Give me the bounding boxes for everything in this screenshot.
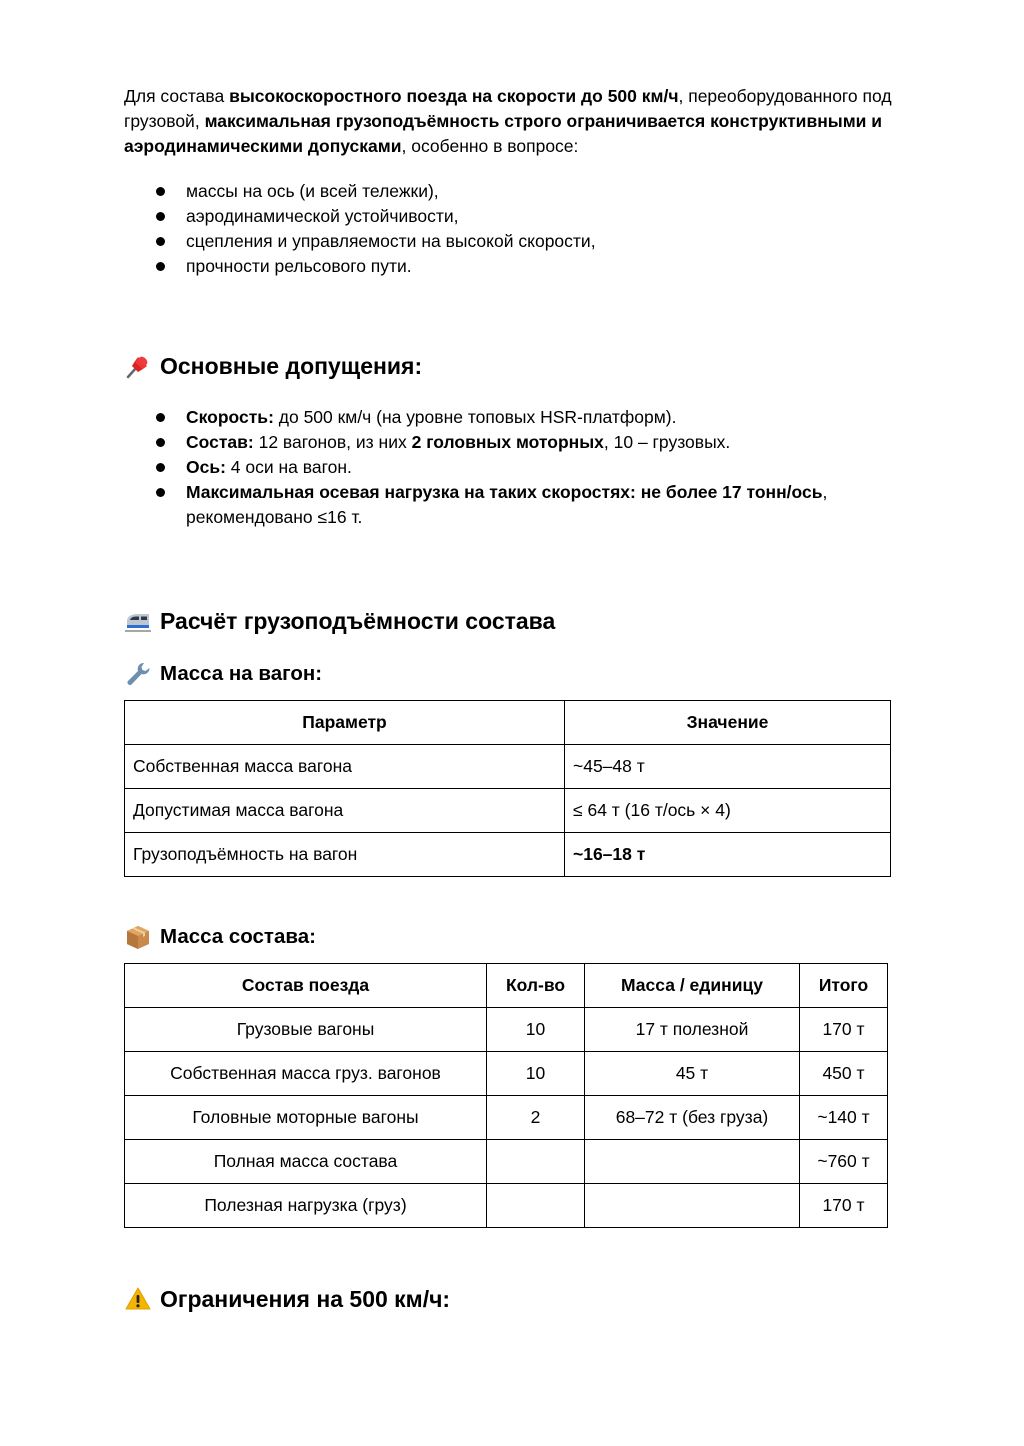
list-item — [124, 405, 914, 430]
section-title: Основные допущения: — [160, 353, 423, 379]
list-item-text: прочности рельсового пути. — [186, 256, 412, 276]
list-item — [124, 229, 914, 254]
table-cell: 450 т — [800, 1052, 888, 1096]
bullet-icon — [156, 438, 165, 447]
table-cell: Допустимая масса вагона — [125, 789, 565, 833]
subsection-title: Масса на вагон: — [160, 662, 323, 685]
pushpin-icon — [124, 352, 152, 380]
column-header: Итого — [800, 964, 888, 1008]
table-cell: Собственная масса вагона — [125, 745, 565, 789]
table-row — [125, 1008, 888, 1052]
table-cell: Головные моторные вагоны — [125, 1096, 487, 1140]
table-cell: ≤ 64 т (16 т/ось × 4) — [565, 789, 891, 833]
list-item — [124, 480, 914, 530]
table-header-row — [125, 701, 891, 745]
bullet-icon — [156, 262, 165, 271]
item-label: Максимальная осевая нагрузка на таких скоростях: не более 17 тонн/ось — [186, 482, 823, 502]
list-item-text: массы на ось (и всей тележки), — [186, 181, 439, 201]
bullet-icon — [156, 237, 165, 246]
table-row — [125, 745, 891, 789]
list-item-text: аэродинамической устойчивости, — [186, 206, 459, 226]
warning-icon — [124, 1285, 152, 1313]
bullet-icon — [156, 463, 165, 472]
table-row — [125, 1052, 888, 1096]
section-title: Расчёт грузоподъёмности состава — [160, 608, 556, 634]
column-header: Масса / единицу — [585, 964, 800, 1008]
wagon-mass-table — [124, 700, 891, 877]
document-page — [124, 84, 914, 1314]
table-cell: Грузоподъёмность на вагон — [125, 833, 565, 877]
table-cell — [487, 1140, 585, 1184]
item-label: Состав: — [186, 432, 254, 452]
assumptions-list — [124, 405, 914, 530]
table-cell — [487, 1184, 585, 1228]
table-row — [125, 1096, 888, 1140]
item-bold: 2 головных моторных — [411, 432, 604, 452]
table-cell: 68–72 т (без груза) — [585, 1096, 800, 1140]
table-cell: Грузовые вагоны — [125, 1008, 487, 1052]
list-item — [124, 430, 914, 455]
table-row — [125, 789, 891, 833]
table-cell — [585, 1184, 800, 1228]
table-cell: Собственная масса груз. вагонов — [125, 1052, 487, 1096]
intro-paragraph — [124, 84, 914, 159]
wrench-icon — [124, 660, 152, 688]
calc-heading — [124, 606, 914, 636]
table-cell: 10 — [487, 1008, 585, 1052]
bullet-icon — [156, 413, 165, 422]
intro-text: , переоборудованного под грузовой, — [124, 86, 892, 131]
table-cell: 10 — [487, 1052, 585, 1096]
table-row — [125, 1140, 888, 1184]
package-icon — [124, 923, 152, 951]
wagon-heading — [124, 660, 914, 688]
column-header: Параметр — [125, 701, 565, 745]
bullet-icon — [156, 187, 165, 196]
subsection-title: Масса состава: — [160, 925, 316, 948]
table-cell: ~140 т — [800, 1096, 888, 1140]
intro-text: Для состава — [124, 86, 230, 106]
table-cell: ~16–18 т — [565, 833, 891, 877]
column-header: Значение — [565, 701, 891, 745]
table-header-row — [125, 964, 888, 1008]
table-cell — [585, 1140, 800, 1184]
train-mass-table — [124, 963, 888, 1228]
table-cell: 170 т — [800, 1008, 888, 1052]
table-cell: Полезная нагрузка (груз) — [125, 1184, 487, 1228]
table-cell: 45 т — [585, 1052, 800, 1096]
list-item — [124, 254, 914, 279]
table-cell: 170 т — [800, 1184, 888, 1228]
item-label: Ось: — [186, 457, 226, 477]
item-text: , рекомендовано ≤16 т. — [186, 482, 828, 527]
high-speed-train-icon — [124, 607, 152, 635]
column-header: Состав поезда — [125, 964, 487, 1008]
table-row — [125, 833, 891, 877]
bullet-icon — [156, 212, 165, 221]
table-cell: 2 — [487, 1096, 585, 1140]
train-heading — [124, 923, 914, 951]
item-text: , 10 – грузовых. — [603, 432, 731, 452]
section-title: Ограничения на 500 км/ч: — [160, 1286, 451, 1312]
intro-bold: высокоскоростного поезда на скорости до 500 км/ч — [229, 86, 679, 106]
table-cell: ~45–48 т — [565, 745, 891, 789]
list-item-text: сцепления и управляемости на высокой скорости, — [186, 231, 596, 251]
table-cell: Полная масса состава — [125, 1140, 487, 1184]
list-item — [124, 204, 914, 229]
item-text: до 500 км/ч (на уровне топовых HSR-платформ). — [273, 407, 677, 427]
item-text: 4 оси на вагон. — [225, 457, 352, 477]
list-item — [124, 179, 914, 204]
intro-text: , особенно в вопросе: — [401, 136, 579, 156]
item-label: Скорость: — [186, 407, 274, 427]
assumptions-heading — [124, 351, 914, 381]
item-text: 12 вагонов, из них — [253, 432, 412, 452]
table-row — [125, 1184, 888, 1228]
bullet-icon — [156, 488, 165, 497]
table-cell: 17 т полезной — [585, 1008, 800, 1052]
limits-heading — [124, 1284, 914, 1314]
table-cell: ~760 т — [800, 1140, 888, 1184]
intro-list — [124, 179, 914, 279]
list-item — [124, 455, 914, 480]
column-header: Кол-во — [487, 964, 585, 1008]
intro-bold: максимальная грузоподъёмность строго ограничивается конструктивными и аэродинамическими допусками — [124, 111, 883, 156]
